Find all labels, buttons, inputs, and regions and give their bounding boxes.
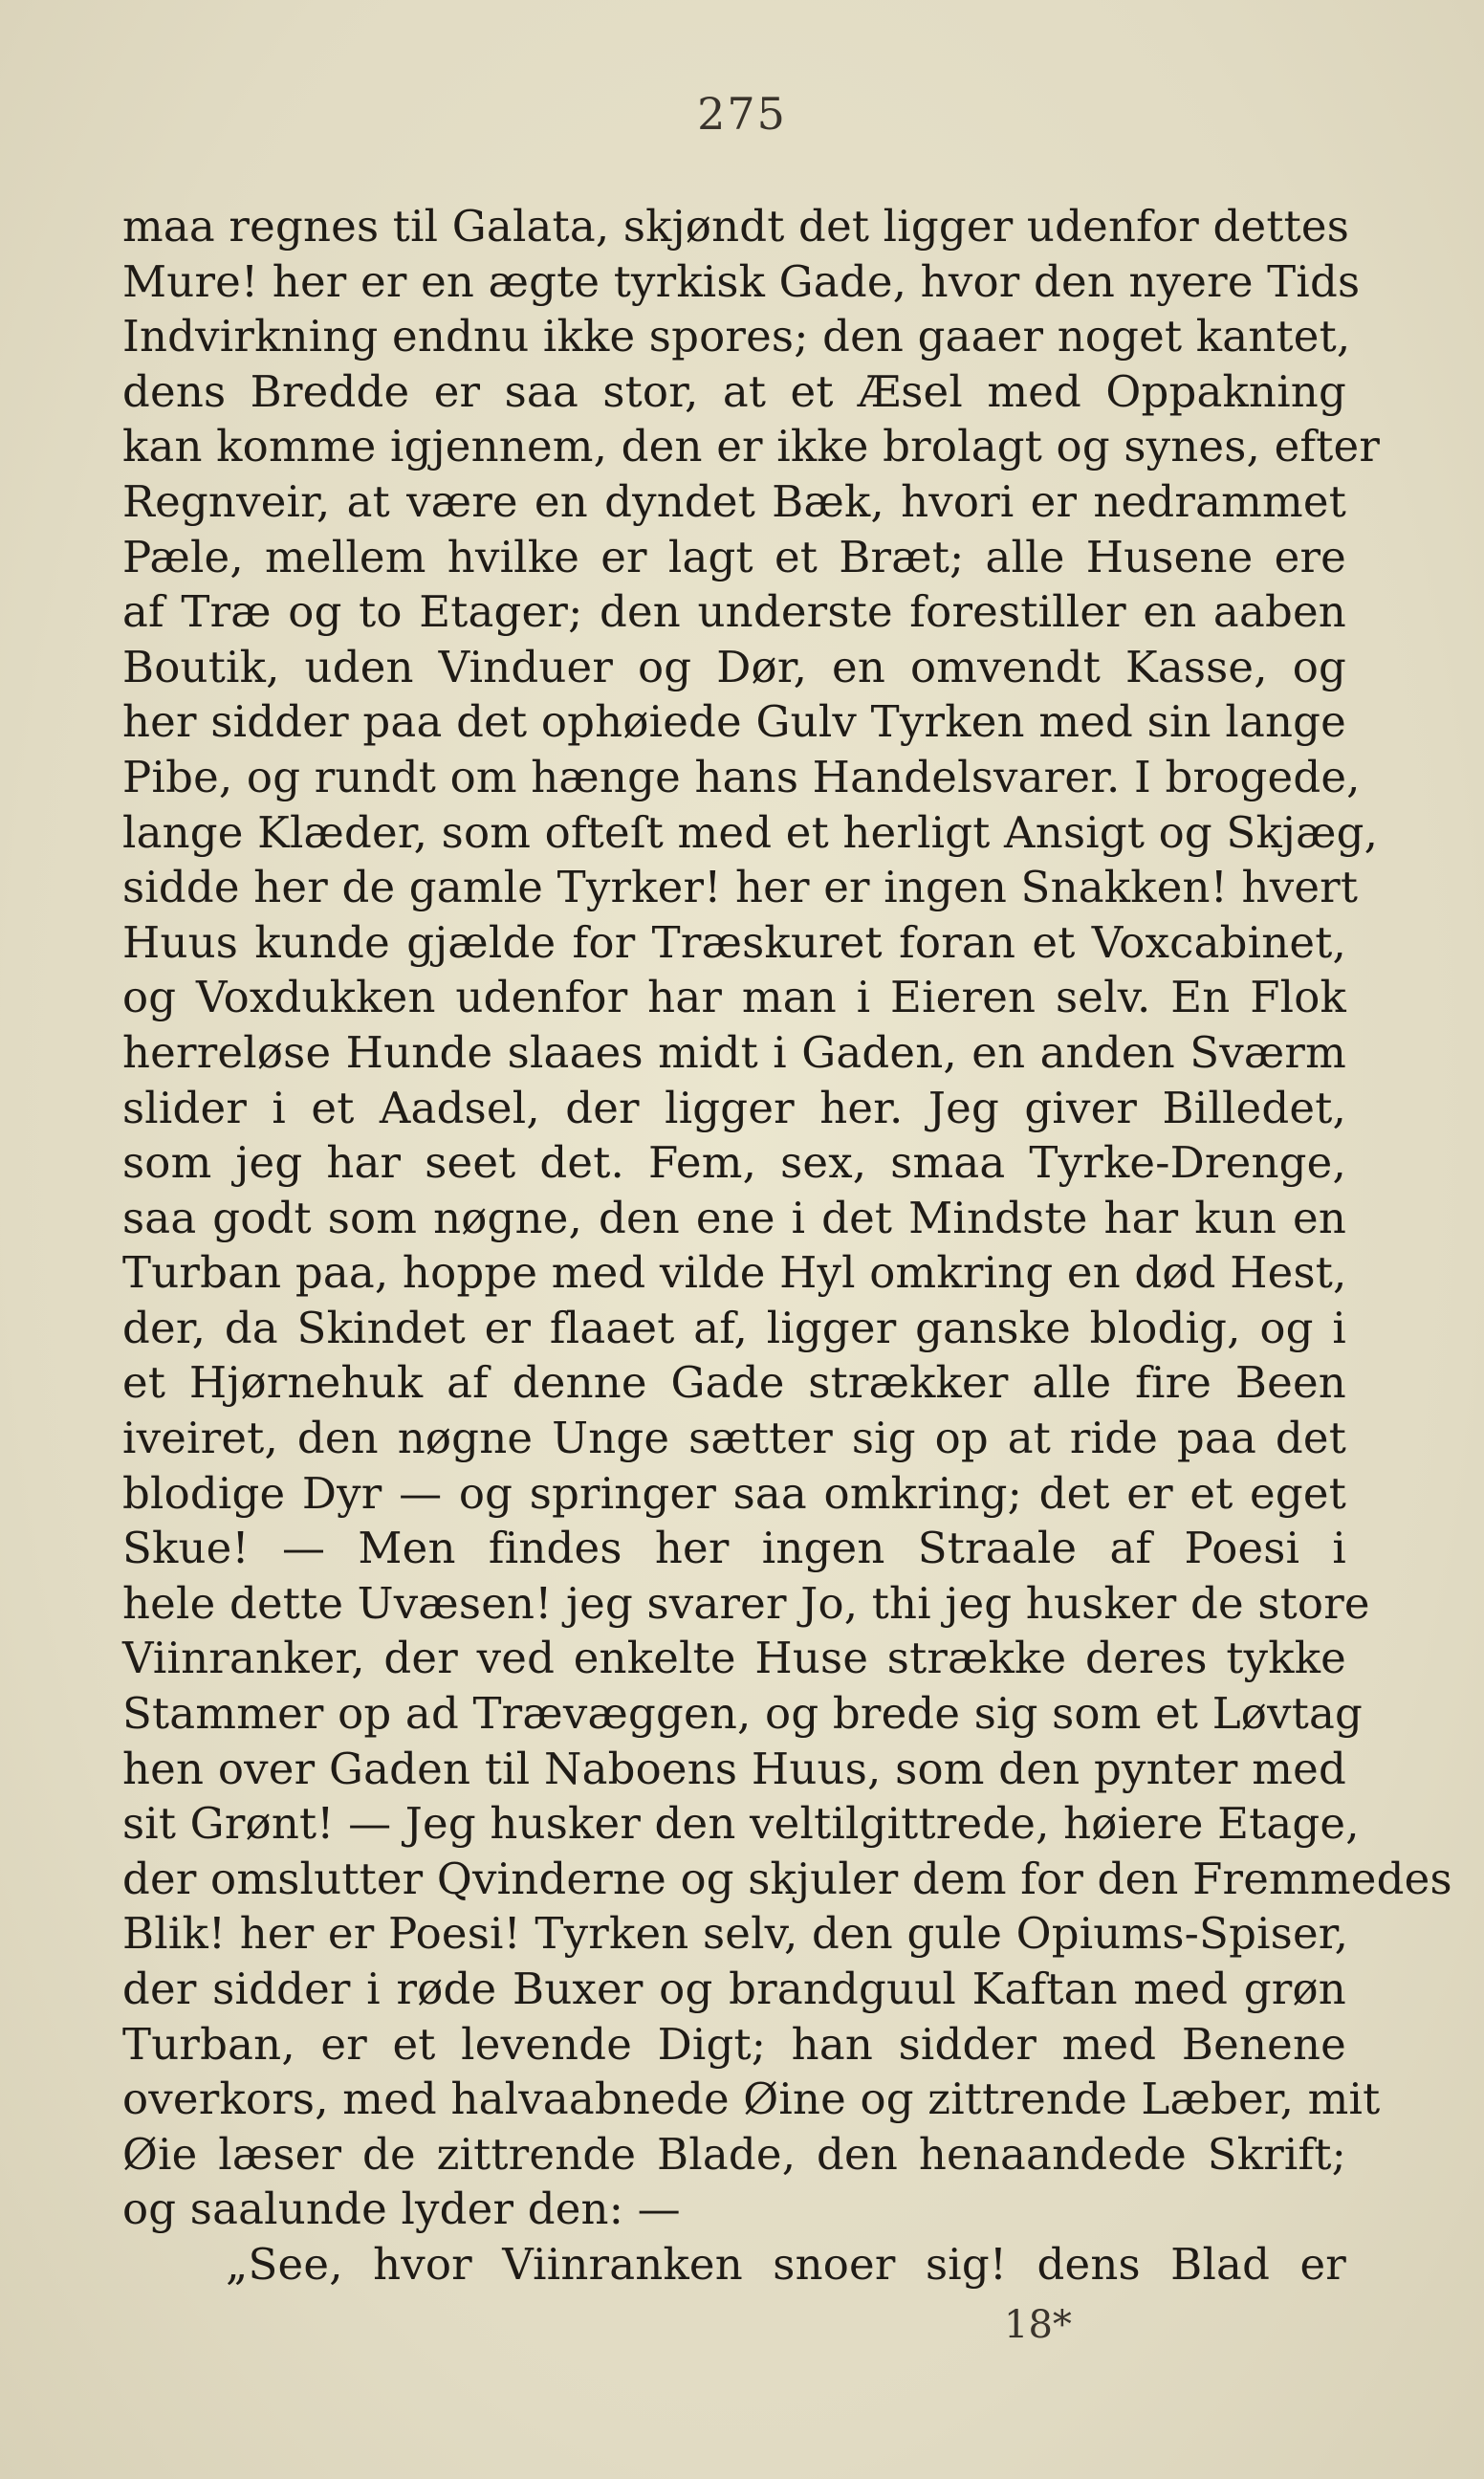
text-line: slider i et Aadsel, der ligger her. Jeg giver Billedet, xyxy=(122,1082,1346,1133)
text-line: Huus kunde gjælde for Træskuret foran et Voxcabinet, xyxy=(122,916,1346,968)
text-line: lange Klæder, som ofteſt med et herligt Ansigt og Skjæg, xyxy=(122,806,1379,858)
text-line: Pæle, mellem hvilke er lagt et Bræt; alle Husene ere xyxy=(122,531,1346,582)
text-line: dens Bredde er saa stor, at et Æsel med Oppakning xyxy=(122,365,1346,417)
body-text xyxy=(122,199,1452,2293)
text-line: Boutik, uden Vinduer og Dør, en omvendt Kasse, og xyxy=(122,641,1346,692)
text-line: Regnveir, at være en dyndet Bæk, hvori er nedrammet xyxy=(122,475,1346,527)
text-line: der sidder i røde Buxer og brandguul Kaftan med grøn xyxy=(122,1963,1346,2014)
text-line: „See, hvor Viinranken snoer sig! dens Blad er xyxy=(226,2238,1346,2290)
text-line: Blik! her er Poesi! Tyrken selv, den gule Opiums-Spiser, xyxy=(122,1908,1349,1960)
text-line: her sidder paa det ophøiede Gulv Tyrken med sin lange xyxy=(122,696,1346,748)
text-line: der, da Skindet er flaaet af, ligger ganske blodig, og i xyxy=(122,1302,1346,1353)
text-line: maa regnes til Galata, skjøndt det ligger udenfor dettes xyxy=(122,201,1350,252)
text-line: Turban, er et levende Digt; han sidder med Benene xyxy=(122,2018,1346,2070)
text-line: sit Grønt! — Jeg husker den veltilgittrede, høiere Etage, xyxy=(122,1798,1360,1850)
text-line: som jeg har seet det. Fem, sex, smaa Tyrke-Drenge, xyxy=(122,1137,1346,1189)
text-line: Pibe, og rundt om hænge hans Handelsvarer. I brogede, xyxy=(122,751,1361,802)
text-line: Mure! her er en ægte tyrkisk Gade, hvor den nyere Tids xyxy=(122,255,1361,307)
text-line: kan komme igjennem, den er ikke brolagt og synes, efter xyxy=(122,421,1381,472)
page-number: 275 xyxy=(697,88,787,140)
text-line: Stammer op ad Trævæggen, og brede sig som et Løvtag xyxy=(122,1688,1364,1740)
text-line: herreløse Hunde slaaes midt i Gaden, en anden Sværm xyxy=(122,1026,1346,1078)
text-line: overkors, med halvaabnede Øine og zittrende Læber, mit xyxy=(122,2073,1381,2125)
text-line: hele dette Uvæsen! jeg svarer Jo, thi jeg husker de store xyxy=(122,1577,1370,1629)
text-line: og Voxdukken udenfor har man i Eieren selv. En Flok xyxy=(122,972,1346,1023)
text-line: Skue! — Men findes her ingen Straale af Poesi i xyxy=(122,1523,1346,1574)
signature-mark: 18* xyxy=(1004,2303,1072,2347)
text-line: et Hjørnehuk af denne Gade strækker alle fire Been xyxy=(122,1357,1346,1409)
text-line: blodige Dyr — og springer saa omkring; det er et eget xyxy=(122,1467,1346,1519)
text-line: Turban paa, hoppe med vilde Hyl omkring en død Hest, xyxy=(122,1247,1347,1299)
text-line: Indvirkning endnu ikke spores; den gaaer noget kantet, xyxy=(122,311,1351,362)
text-line: af Træ og to Etager; den underste forestiller en aaben xyxy=(122,586,1346,638)
text-line: og saalunde lyder den: — xyxy=(122,2183,681,2235)
text-line: Øie læser de zittrende Blade, den henaandede Skrift; xyxy=(122,2128,1346,2180)
text-line: Viinranker, der ved enkelte Huse strække deres tykke xyxy=(122,1633,1346,1684)
text-line: iveiret, den nøgne Unge sætter sig op at ride paa det xyxy=(122,1413,1346,1464)
text-line: der omslutter Qvinderne og skjuler dem for den Fremmedes xyxy=(122,1853,1452,1904)
text-line: saa godt som nøgne, den ene i det Mindste har kun en xyxy=(122,1192,1346,1243)
text-line: sidde her de gamle Tyrker! her er ingen Snakken! hvert xyxy=(122,862,1359,913)
text-line: hen over Gaden til Naboens Huus, som den pynter med xyxy=(122,1743,1346,1794)
